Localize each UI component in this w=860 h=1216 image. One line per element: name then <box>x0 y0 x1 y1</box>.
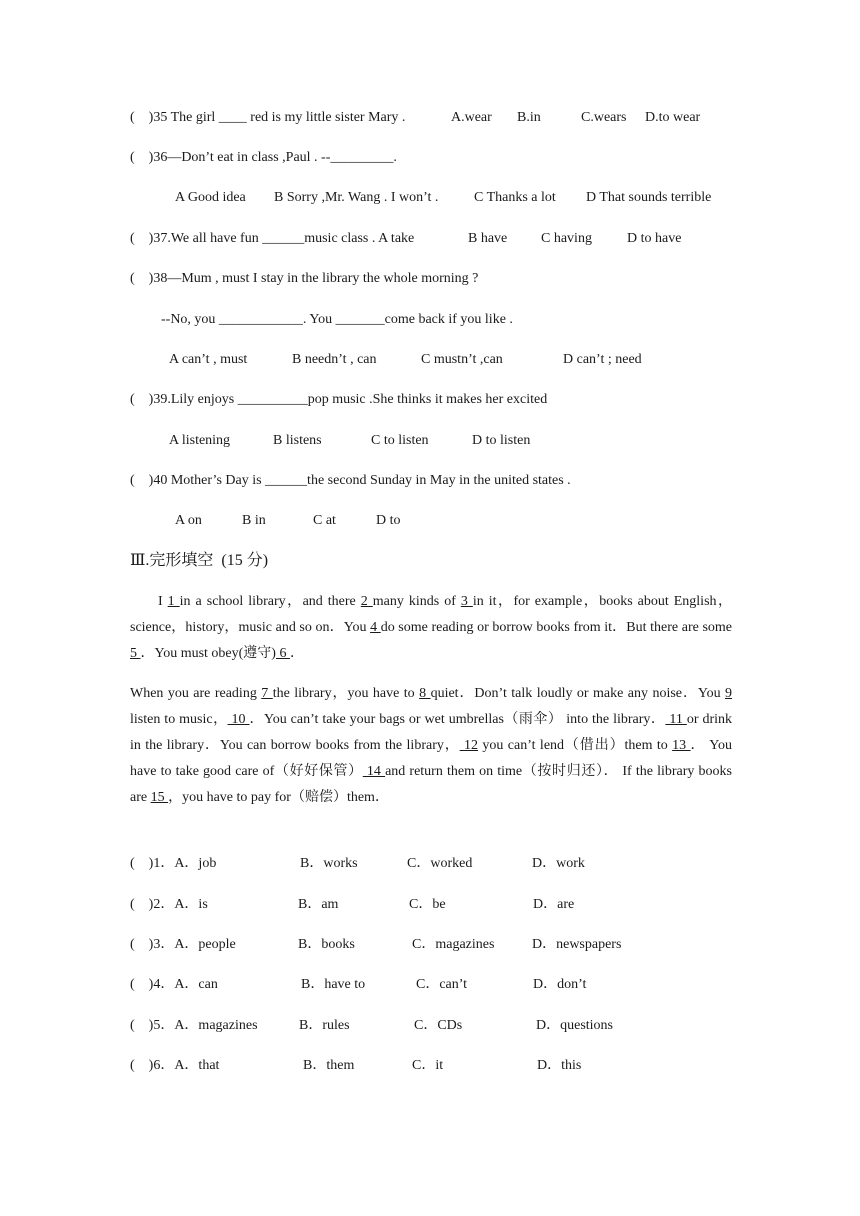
cloze-question-4-stem: ( )4．A．can <box>130 977 218 992</box>
blank-3: 3 <box>460 594 473 609</box>
question-37-option-c: C having <box>541 231 592 246</box>
question-36-option-c: C Thanks a lot <box>474 190 556 205</box>
question-36-option-d: D That sounds terrible <box>586 190 712 205</box>
cloze-question-6-option-d: D．this <box>537 1058 582 1073</box>
question-40-option-c: C at <box>313 513 336 528</box>
cloze-question-4-option-d: D．don’t <box>533 977 587 992</box>
cloze-paragraph-2 <box>130 681 732 811</box>
cloze-question-3-stem: ( )3．A．people <box>130 937 236 952</box>
cloze-text: quiet．Don’t talk loudly or make any noise．You <box>430 686 726 701</box>
question-37-stem: ( )37.We all have fun ______music class . A take <box>130 231 415 246</box>
question-37-option-d: D to have <box>627 231 682 246</box>
question-39-stem: ( )39.Lily enjoys __________pop music .She thinks it makes her excited <box>130 392 548 407</box>
blank-12: 12 <box>459 738 479 753</box>
cloze-text: ，you have to pay for（赔偿）them． <box>168 790 389 805</box>
blank-11: 11 <box>665 712 687 727</box>
cloze-question-3-option-b: B．books <box>298 937 355 952</box>
blank-14: 14 <box>362 764 386 779</box>
blank-15: 15 <box>150 790 169 805</box>
blank-7: 7 <box>261 686 273 701</box>
cloze-question-1-option-c: C．worked <box>407 856 473 871</box>
cloze-text: or drink in the library．You can borrow books from the library， <box>130 712 733 753</box>
cloze-text: the library，you have to <box>272 686 420 701</box>
blank-2: 2 <box>360 594 373 609</box>
question-36-stem: ( )36—Don’t eat in class ,Paul . --_________. <box>130 150 397 165</box>
cloze-text: I <box>158 594 168 609</box>
cloze-text: in it，for example，books about English，science，history，music and so on．You <box>130 594 733 635</box>
cloze-question-2-option-b: B．am <box>298 897 339 912</box>
cloze-text: many kinds of <box>372 594 461 609</box>
cloze-text: ．You can’t take your bags or wet umbrellas（雨伞） into the library． <box>249 712 666 727</box>
cloze-question-4-option-b: B．have to <box>301 977 366 992</box>
cloze-question-6-option-b: B．them <box>303 1058 355 1073</box>
question-38-stem: ( )38—Mum , must I stay in the library the whole morning ? <box>130 271 479 286</box>
blank-9: 9 <box>725 686 733 701</box>
cloze-text: ． <box>289 646 304 661</box>
cloze-question-2-option-c: C．be <box>409 897 446 912</box>
blank-4: 4 <box>370 620 381 635</box>
question-40-stem: ( )40 Mother’s Day is ______the second Sunday in May in the united states . <box>130 473 571 488</box>
blank-10: 10 <box>227 712 250 727</box>
question-35-option-d: D.to wear <box>645 110 701 125</box>
cloze-question-6-option-c: C．it <box>412 1058 444 1073</box>
question-40-option-b: B in <box>242 513 266 528</box>
cloze-question-5-option-b: B．rules <box>299 1018 350 1033</box>
cloze-question-6-stem: ( )6．A．that <box>130 1058 220 1073</box>
cloze-text: you can’t lend（借出）them to <box>478 738 673 753</box>
cloze-question-4-option-c: C．can’t <box>416 977 468 992</box>
blank-1: 1 <box>167 594 180 609</box>
cloze-text: ． You have to take good care of（好好保管） <box>130 738 732 779</box>
question-39-option-b: B listens <box>273 433 322 448</box>
cloze-question-5-stem: ( )5．A．magazines <box>130 1018 258 1033</box>
question-35-option-a: A.wear <box>451 110 492 125</box>
cloze-question-3-option-d: D．newspapers <box>532 937 622 952</box>
cloze-text: ．You must obey(遵守) <box>140 646 276 661</box>
question-38-reply: --No, you ____________. You _______come back if you like . <box>161 312 513 327</box>
question-38-option-a: A can’t , must <box>169 352 248 367</box>
question-35-option-c: C.wears <box>581 110 627 125</box>
section-heading: Ⅲ.完形填空 (15 分) <box>130 552 269 569</box>
cloze-question-1-option-d: D．work <box>532 856 585 871</box>
question-36-option-b: B Sorry ,Mr. Wang . I won’t . <box>274 190 439 205</box>
cloze-text: do some reading or borrow books from it．But there are some <box>380 620 732 635</box>
cloze-question-2-stem: ( )2．A．is <box>130 897 208 912</box>
question-39-option-a: A listening <box>169 433 231 448</box>
question-39-option-c: C to listen <box>371 433 429 448</box>
blank-8: 8 <box>419 686 431 701</box>
question-40-option-d: D to <box>376 513 401 528</box>
question-35-option-b: B.in <box>517 110 541 125</box>
blank-6: 6 <box>275 646 290 661</box>
blank-13: 13 <box>672 738 691 753</box>
question-40-option-a: A on <box>175 513 202 528</box>
question-38-option-b: B needn’t , can <box>292 352 377 367</box>
cloze-question-5-option-d: D．questions <box>536 1018 613 1033</box>
cloze-question-1-stem: ( )1．A．job <box>130 856 217 871</box>
question-37-option-b: B have <box>468 231 508 246</box>
question-39-option-d: D to listen <box>472 433 531 448</box>
cloze-text: in a school library，and there <box>179 594 361 609</box>
cloze-text: When you are reading <box>130 686 262 701</box>
cloze-question-5-option-c: C．CDs <box>414 1018 463 1033</box>
cloze-paragraph-1 <box>130 589 732 667</box>
cloze-text: listen to music， <box>130 712 228 727</box>
cloze-question-3-option-c: C．magazines <box>412 937 495 952</box>
cloze-question-1-option-b: B．works <box>300 856 358 871</box>
question-38-option-d: D can’t ; need <box>563 352 642 367</box>
cloze-text: and return them on time（按时归还）． If the library books are <box>130 764 732 805</box>
question-36-option-a: A Good idea <box>175 190 246 205</box>
question-38-option-c: C mustn’t ,can <box>421 352 503 367</box>
blank-5: 5 <box>130 646 141 661</box>
cloze-question-2-option-d: D．are <box>533 897 575 912</box>
question-35-stem: ( )35 The girl ____ red is my little sister Mary . <box>130 110 406 125</box>
